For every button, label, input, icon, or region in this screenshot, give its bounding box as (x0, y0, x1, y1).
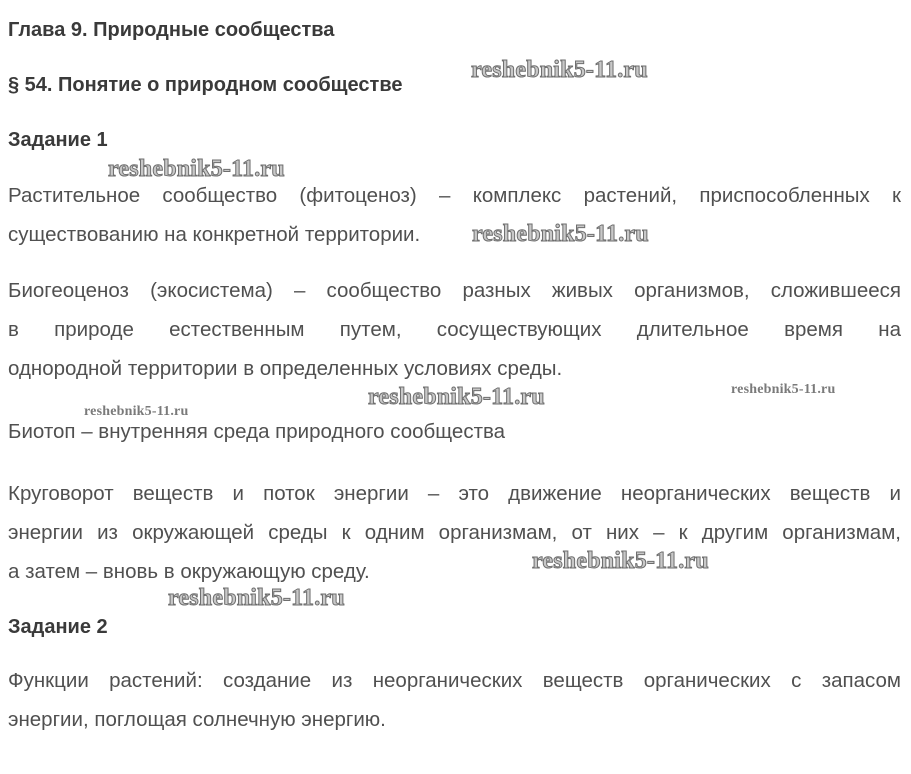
text-line: энергии из окружающей среды к одним организмам, от них – к другим организмам, (8, 521, 901, 544)
chapter-title: Глава 9. Природные сообщества (8, 19, 335, 41)
text-line: Биогеоценоз (экосистема) – сообщество разных живых организмов, сложившееся (8, 279, 901, 302)
text-line: однородной территории в определенных условиях среды. (8, 357, 563, 380)
watermark: reshebnik5-11.ru (84, 404, 189, 419)
text-line: в природе естественным путем, сосуществующих длительное время на (8, 318, 901, 341)
text-line: Растительное сообщество (фитоценоз) – комплекс растений, приспособленных к (8, 184, 901, 207)
watermark: reshebnik5-11.ru (731, 382, 836, 397)
text-line: Биотоп – внутренняя среда природного сообщества (8, 420, 506, 443)
task1-title: Задание 1 (8, 129, 108, 151)
watermark: reshebnik5-11.ru (108, 156, 285, 182)
task2-title: Задание 2 (8, 616, 108, 638)
watermark: reshebnik5-11.ru (471, 57, 648, 83)
text-line: а затем – вновь в окружающую среду. (8, 560, 370, 583)
task2-paragraph-plant-functions (8, 661, 901, 739)
watermark: reshebnik5-11.ru (472, 221, 649, 247)
watermark: reshebnik5-11.ru (532, 548, 709, 574)
watermark: reshebnik5-11.ru (168, 585, 345, 611)
task1-paragraph-biogeocenosis (8, 271, 901, 388)
task1-paragraph-cycle (8, 474, 901, 591)
task1-paragraph-phytocenosis (8, 176, 901, 254)
watermark: reshebnik5-11.ru (368, 384, 545, 410)
text-line: Круговорот веществ и поток энергии – это движение неорганических веществ и (8, 482, 901, 505)
text-line: Функции растений: создание из неорганических веществ органических с запасом (8, 669, 901, 692)
section-title: § 54. Понятие о природном сообществе (8, 74, 403, 96)
text-line: энергии, поглощая солнечную энергию. (8, 708, 386, 731)
text-line: существованию на конкретной территории. (8, 223, 421, 246)
